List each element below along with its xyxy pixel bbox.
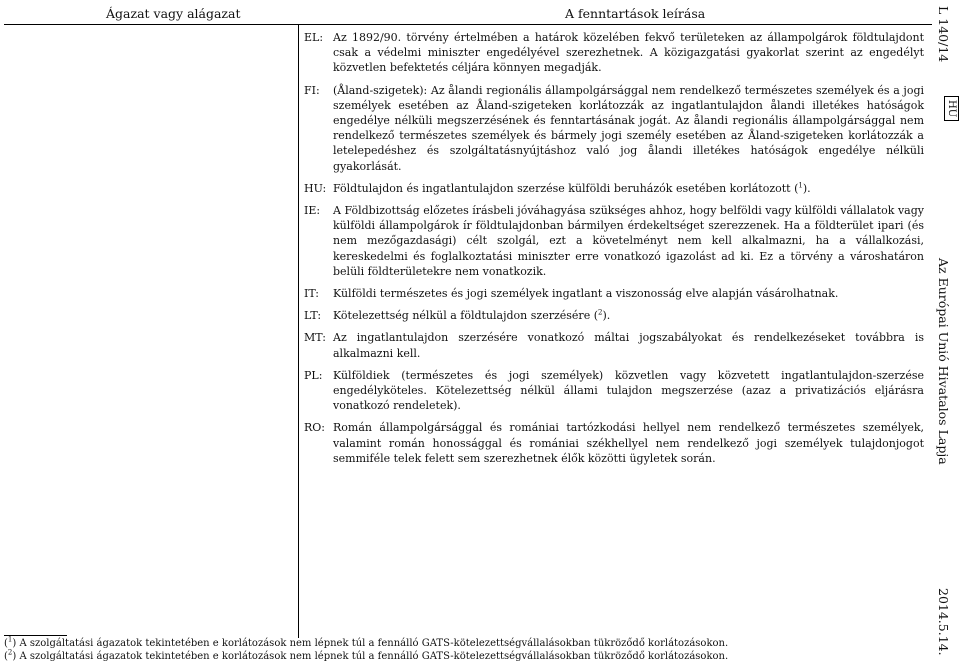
- footnote-text: A szolgáltatási ágazatok tekintetében e korlátozások nem lépnek túl a fennálló GATS-kötelezettségvállalásokban tükröződő korlátozásokon.: [19, 638, 729, 649]
- country-code: LT:: [304, 309, 322, 323]
- country-code: IE:: [304, 204, 321, 218]
- entry-text: Földtulajdon és ingatlantulajdon szerzése külföldi beruházók esetében korlátozott: [333, 181, 791, 195]
- footnote-ref[interactable]: 1: [798, 181, 803, 190]
- page-reference: L 140/14: [936, 6, 951, 63]
- column-divider: [298, 24, 299, 638]
- entry-text: Román állampolgársággal és romániai tartózkodási hellyel nem rendelkező természetes személyek, valamint román honossággal és romániai székhellyel nem rendelkező jogi személyek tulajdonjogot semmiféle telek felett sem szerezhetnek élők közötti ügyletek során.: [333, 421, 924, 465]
- entry-it: [304, 286, 924, 301]
- footnote-ref[interactable]: 2: [598, 308, 603, 317]
- entry-ie: [304, 203, 924, 279]
- entry-hu: [304, 181, 924, 196]
- country-code: RO:: [304, 421, 326, 435]
- entry-text-wrap: Kötelezettség nélkül a földtulajdon szerzésére ($^2$).: [333, 308, 611, 323]
- reservations-list: [304, 30, 924, 473]
- country-code: EL:: [304, 31, 324, 44]
- footnote-text: A szolgáltatási ágazatok tekintetében e korlátozások nem lépnek túl a fennálló GATS-kötelezettségvállalásokban tükröződő korlátozásokon.: [19, 651, 729, 663]
- publication-date: 2014.5.14.: [936, 588, 951, 656]
- country-code: MT:: [304, 331, 326, 345]
- footnote-mark: 1: [7, 635, 13, 644]
- entry-text: A Földbizottság előzetes írásbeli jóváhagyása szükséges ahhoz, hogy belföldi vagy külföldi vállalatok vagy külföldi állampolgárok ír földtulajdonban bármilyen érdekeltséget szerezzenek. Ha a földterület ipari (és nem mezőgazdasági) célt szolgál, ezt a követelményt nem kell alkalmazni, ha a vállalkozási, kereskedelmi és foglalkoztatási miniszter erre vonatkozó igazolást ad ki. Ez a törvény a városhatáron belüli földterületekre nem vonatkozik.: [333, 204, 924, 278]
- entry-fi: [304, 83, 924, 174]
- entry-ro: [304, 420, 924, 466]
- entry-lt: [304, 308, 924, 323]
- footnote-mark: 2: [7, 648, 13, 657]
- country-code: IT:: [304, 287, 319, 301]
- column-header-sector: Ágazat vagy alágazat: [106, 6, 241, 21]
- footnote-divider: [4, 635, 67, 636]
- entry-text: Kötelezettség nélkül a földtulajdon szerzésére: [333, 309, 591, 323]
- country-code: FI:: [304, 83, 320, 97]
- publication-title: Az Európai Unió Hivatalos Lapja: [936, 258, 951, 465]
- footnote-2: ($^2$) A szolgáltatási ágazatok tekintetében e korlátozások nem lépnek túl a fennálló GATS-kötelezettségvállalásokban tükröződő korlátozásokon.: [4, 648, 729, 663]
- entry-el: [304, 30, 924, 76]
- country-code: PL:: [304, 368, 323, 382]
- entry-mt: [304, 330, 924, 360]
- language-badge: HU: [944, 96, 959, 121]
- country-code: HU:: [304, 181, 327, 195]
- entry-text: Külföldiek (természetes és jogi személyek) közvetlen vagy közvetett ingatlantulajdon-szerzése engedélyköteles. Kötelezettség nélkül állami tulajdon megszerzése (azaz a privatizációs eljárásra vonatkozó rendeletek).: [333, 368, 924, 413]
- header-divider: [4, 24, 932, 25]
- footnote-1: ($^1$) A szolgáltatási ágazatok tekintetében e korlátozások nem lépnek túl a fennálló GATS-kötelezettségvállalásokban tükröződő korlátozásokon.: [4, 635, 729, 649]
- column-header-description: A fenntartások leírása: [565, 6, 706, 21]
- footnotes: [4, 637, 728, 663]
- entry-pl: [304, 368, 924, 414]
- entry-text: (Åland-szigetek): Az ålandi regionális állampolgársággal nem rendelkező természetes személyek és a jogi személyek esetében az Åland-szigeteken korlátozzák az ingatlantulajdon ålandi illetékes hatóságok engedélye nélküli megszerzésének és fenntartásának jogát. Az ålandi regionális állampolgársággal nem rendelkező természetes személyek és bármely jogi személy esetében az Åland-szigeteken korlátozzák a letelepedéshez és szolgáltatásnyújtáshoz való jog ålandi illetékes hatóságok engedélye nélküli gyakorlását.: [333, 83, 924, 173]
- entry-text: Külföldi természetes és jogi személyek ingatlant a viszonosság elve alapján vásárolhatnak.: [333, 287, 839, 301]
- entry-text: Az ingatlantulajdon szerzésére vonatkozó máltai jogszabályokat és rendelkezéseket továbbra is alkalmazni kell.: [333, 331, 924, 360]
- entry-text: Az 1892/90. törvény értelmében a határok közelében fekvő területeken az állampolgárok földtulajdont csak a védelmi miniszter engedélyével szerezhetnek. A közigazgatási gyakorlat szerint az engedélyt közvetlen befektetés céljára könnyen megadják.: [333, 31, 924, 75]
- entry-text-wrap: Földtulajdon és ingatlantulajdon szerzése külföldi beruházók esetében korlátozott ($^1$).: [333, 181, 811, 195]
